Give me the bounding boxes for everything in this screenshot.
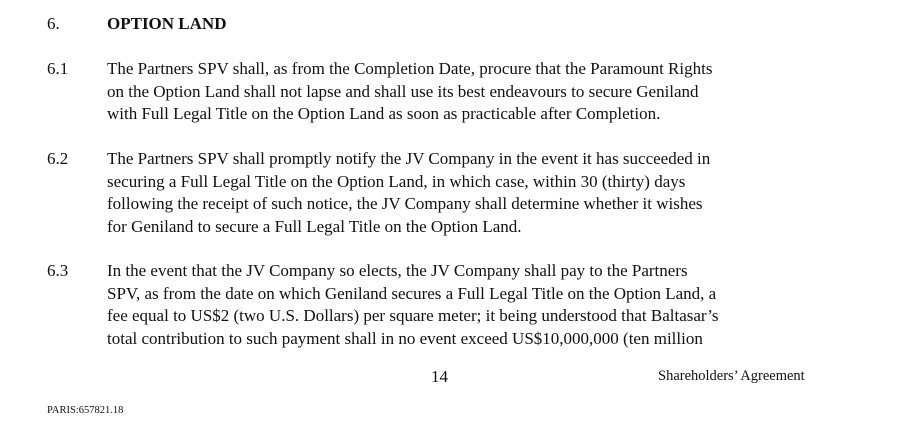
document-reference: PARIS:657821.18 bbox=[47, 405, 124, 416]
section-number: 6. bbox=[47, 14, 60, 33]
clause-number: 6.3 bbox=[47, 261, 69, 280]
clause-text: The Partners SPV shall promptly notify the JV Company in the event it has succeeded in securing a Full Legal Title on the Option Land, in which case, within 30 (thirty) days following the receipt of such notice, the JV Company shall determine whether it wishes for Geniland to secure a Full Legal Title on the Option Land. bbox=[107, 149, 711, 236]
clause-6-1 bbox=[47, 58, 847, 126]
clause-6-3 bbox=[47, 260, 847, 350]
clause-number: 6.2 bbox=[47, 149, 69, 168]
section-heading bbox=[47, 14, 226, 34]
clause-text: In the event that the JV Company so elects, the JV Company shall pay to the Partners SPV, as from the date on which Geniland secures a Full Legal Title on the Option Land, a fee equal to US$2 (two U.S. Dollars) per square meter; it being understood that Baltasar’s total contribution to such payment shall in no event exceed US$10,000,000 (ten million bbox=[107, 261, 719, 348]
section-title: OPTION LAND bbox=[107, 14, 227, 33]
clause-text: The Partners SPV shall, as from the Completion Date, procure that the Paramount Rights on the Option Land shall not lapse and shall use its best endeavours to secure Geniland with Full Legal Title on the Option Land as soon as practicable after Completion. bbox=[107, 59, 713, 123]
footer-document-title: Shareholders’ Agreement bbox=[658, 368, 805, 384]
clause-6-2 bbox=[47, 148, 847, 238]
page-number: 14 bbox=[431, 367, 448, 386]
clause-number: 6.1 bbox=[47, 59, 69, 78]
